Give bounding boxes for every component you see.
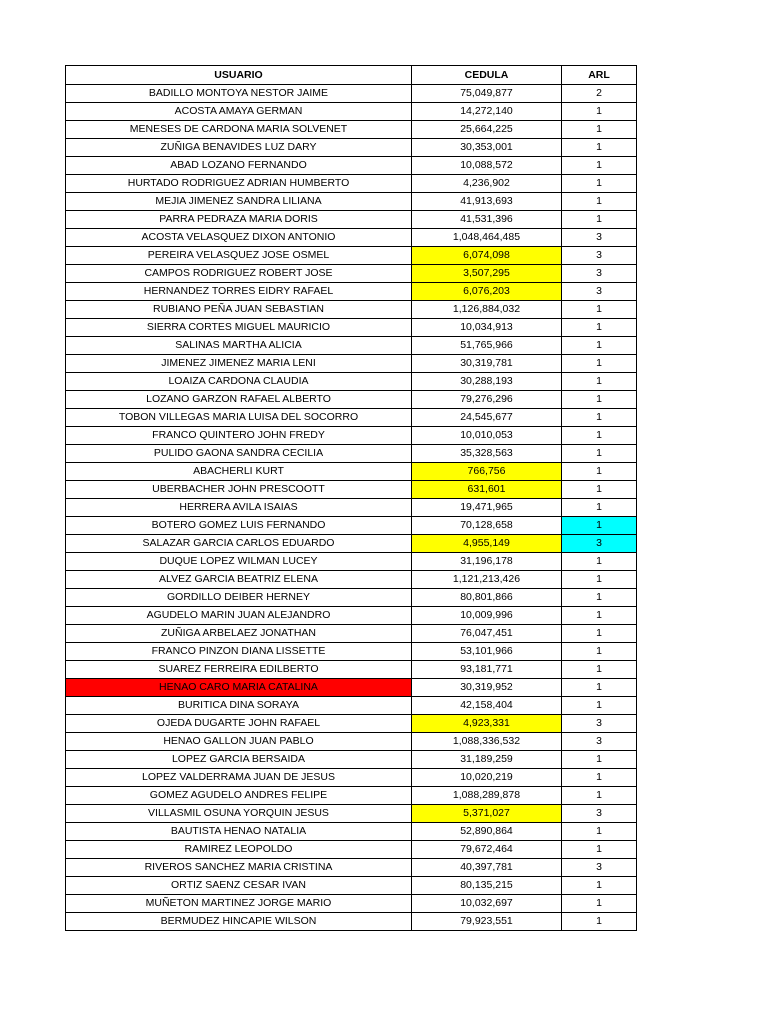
table-row [66, 481, 637, 499]
table-row [66, 751, 637, 769]
cell-arl: 1 [562, 445, 637, 463]
table-header [66, 66, 637, 85]
cell-usuario: HURTADO RODRIGUEZ ADRIAN HUMBERTO [66, 175, 412, 193]
table-row [66, 571, 637, 589]
cell-cedula: 30,319,781 [412, 355, 562, 373]
cell-arl: 1 [562, 823, 637, 841]
cell-arl: 1 [562, 571, 637, 589]
cell-arl: 1 [562, 355, 637, 373]
cell-cedula: 35,328,563 [412, 445, 562, 463]
cell-arl: 1 [562, 301, 637, 319]
cell-arl: 1 [562, 643, 637, 661]
table-body [66, 85, 637, 931]
cell-cedula: 25,664,225 [412, 121, 562, 139]
table-row [66, 229, 637, 247]
cell-cedula: 30,319,952 [412, 679, 562, 697]
cell-usuario: ABACHERLI KURT [66, 463, 412, 481]
cell-cedula: 79,923,551 [412, 913, 562, 931]
table-row [66, 103, 637, 121]
cell-usuario: VILLASMIL OSUNA YORQUIN JESUS [66, 805, 412, 823]
cell-arl: 1 [562, 481, 637, 499]
table-row [66, 625, 637, 643]
cell-cedula: 4,923,331 [412, 715, 562, 733]
cell-usuario: BADILLO MONTOYA NESTOR JAIME [66, 85, 412, 103]
cell-arl: 1 [562, 913, 637, 931]
cell-arl: 1 [562, 841, 637, 859]
header-cedula: CEDULA [412, 66, 562, 85]
cell-cedula: 41,913,693 [412, 193, 562, 211]
cell-cedula: 30,353,001 [412, 139, 562, 157]
cell-usuario: UBERBACHER JOHN PRESCOOTT [66, 481, 412, 499]
cell-arl: 1 [562, 787, 637, 805]
table-row [66, 895, 637, 913]
cell-cedula: 79,276,296 [412, 391, 562, 409]
header-row [66, 66, 637, 85]
table-row [66, 805, 637, 823]
table-row [66, 175, 637, 193]
cell-arl: 3 [562, 805, 637, 823]
cell-arl: 1 [562, 427, 637, 445]
cell-usuario: SALINAS MARTHA ALICIA [66, 337, 412, 355]
cell-usuario: RAMIREZ LEOPOLDO [66, 841, 412, 859]
cell-usuario: PEREIRA VELASQUEZ JOSE OSMEL [66, 247, 412, 265]
cell-usuario: BURITICA DINA SORAYA [66, 697, 412, 715]
cell-usuario: RIVEROS SANCHEZ MARIA CRISTINA [66, 859, 412, 877]
cell-cedula: 75,049,877 [412, 85, 562, 103]
cell-cedula: 766,756 [412, 463, 562, 481]
cell-arl: 1 [562, 679, 637, 697]
cell-cedula: 3,507,295 [412, 265, 562, 283]
cell-cedula: 10,010,053 [412, 427, 562, 445]
table-row [66, 247, 637, 265]
cell-arl: 1 [562, 769, 637, 787]
cell-arl: 1 [562, 121, 637, 139]
cell-usuario: RUBIANO PEÑA JUAN SEBASTIAN [66, 301, 412, 319]
table-row [66, 661, 637, 679]
cell-usuario: BERMUDEZ HINCAPIE WILSON [66, 913, 412, 931]
cell-usuario: HENAO GALLON JUAN PABLO [66, 733, 412, 751]
header-usuario: USUARIO [66, 66, 412, 85]
cell-usuario: LOZANO GARZON RAFAEL ALBERTO [66, 391, 412, 409]
cell-usuario: SALAZAR GARCIA CARLOS EDUARDO [66, 535, 412, 553]
cell-usuario: HERNANDEZ TORRES EIDRY RAFAEL [66, 283, 412, 301]
cell-arl: 1 [562, 553, 637, 571]
cell-cedula: 10,088,572 [412, 157, 562, 175]
cell-arl: 1 [562, 373, 637, 391]
table-row [66, 769, 637, 787]
cell-arl: 1 [562, 895, 637, 913]
cell-cedula: 5,371,027 [412, 805, 562, 823]
cell-arl: 1 [562, 391, 637, 409]
cell-usuario: BAUTISTA HENAO NATALIA [66, 823, 412, 841]
cell-cedula: 19,471,965 [412, 499, 562, 517]
cell-usuario: MEJIA JIMENEZ SANDRA LILIANA [66, 193, 412, 211]
table-row [66, 463, 637, 481]
table-row [66, 355, 637, 373]
table-row [66, 499, 637, 517]
cell-cedula: 93,181,771 [412, 661, 562, 679]
cell-usuario: JIMENEZ JIMENEZ MARIA LENI [66, 355, 412, 373]
cell-cedula: 31,196,178 [412, 553, 562, 571]
cell-usuario: FRANCO QUINTERO JOHN FREDY [66, 427, 412, 445]
table-row [66, 121, 637, 139]
table-row [66, 913, 637, 931]
table-row [66, 193, 637, 211]
cell-usuario: AGUDELO MARIN JUAN ALEJANDRO [66, 607, 412, 625]
cell-usuario: OJEDA DUGARTE JOHN RAFAEL [66, 715, 412, 733]
table-row [66, 859, 637, 877]
cell-cedula: 1,048,464,485 [412, 229, 562, 247]
cell-arl: 1 [562, 589, 637, 607]
cell-arl: 1 [562, 877, 637, 895]
header-arl: ARL [562, 66, 637, 85]
table-row [66, 553, 637, 571]
table-row [66, 283, 637, 301]
cell-arl: 3 [562, 265, 637, 283]
cell-usuario: CAMPOS RODRIGUEZ ROBERT JOSE [66, 265, 412, 283]
cell-arl: 3 [562, 715, 637, 733]
table-row [66, 85, 637, 103]
users-table [65, 65, 637, 931]
cell-usuario: FRANCO PINZON DIANA LISSETTE [66, 643, 412, 661]
table-row [66, 589, 637, 607]
table-row [66, 427, 637, 445]
cell-cedula: 41,531,396 [412, 211, 562, 229]
cell-cedula: 79,672,464 [412, 841, 562, 859]
cell-cedula: 51,765,966 [412, 337, 562, 355]
cell-cedula: 70,128,658 [412, 517, 562, 535]
cell-cedula: 40,397,781 [412, 859, 562, 877]
cell-cedula: 6,076,203 [412, 283, 562, 301]
table-row [66, 679, 637, 697]
table-row [66, 391, 637, 409]
cell-usuario: GOMEZ AGUDELO ANDRES FELIPE [66, 787, 412, 805]
cell-arl: 1 [562, 607, 637, 625]
table-row [66, 157, 637, 175]
table-row [66, 841, 637, 859]
cell-arl: 1 [562, 697, 637, 715]
cell-arl: 1 [562, 193, 637, 211]
cell-usuario: HENAO CARO MARIA CATALINA [66, 679, 412, 697]
cell-arl: 1 [562, 517, 637, 535]
cell-arl: 3 [562, 859, 637, 877]
cell-cedula: 1,088,336,532 [412, 733, 562, 751]
cell-arl: 1 [562, 319, 637, 337]
table-row [66, 787, 637, 805]
table-row [66, 319, 637, 337]
cell-usuario: LOPEZ GARCIA BERSAIDA [66, 751, 412, 769]
cell-usuario: ACOSTA AMAYA GERMAN [66, 103, 412, 121]
table-row [66, 643, 637, 661]
cell-usuario: ACOSTA VELASQUEZ DIXON ANTONIO [66, 229, 412, 247]
table-row [66, 445, 637, 463]
cell-usuario: MENESES DE CARDONA MARIA SOLVENET [66, 121, 412, 139]
cell-usuario: ALVEZ GARCIA BEATRIZ ELENA [66, 571, 412, 589]
cell-cedula: 42,158,404 [412, 697, 562, 715]
table-row [66, 139, 637, 157]
cell-usuario: DUQUE LOPEZ WILMAN LUCEY [66, 553, 412, 571]
cell-usuario: MUÑETON MARTINEZ JORGE MARIO [66, 895, 412, 913]
cell-cedula: 10,034,913 [412, 319, 562, 337]
table-row [66, 265, 637, 283]
cell-cedula: 1,126,884,032 [412, 301, 562, 319]
table-row [66, 517, 637, 535]
cell-usuario: SUAREZ FERREIRA EDILBERTO [66, 661, 412, 679]
cell-usuario: TOBON VILLEGAS MARIA LUISA DEL SOCORRO [66, 409, 412, 427]
cell-arl: 1 [562, 499, 637, 517]
cell-arl: 1 [562, 139, 637, 157]
cell-usuario: GORDILLO DEIBER HERNEY [66, 589, 412, 607]
table-row [66, 733, 637, 751]
cell-arl: 3 [562, 229, 637, 247]
cell-cedula: 80,801,866 [412, 589, 562, 607]
table-row [66, 697, 637, 715]
cell-arl: 3 [562, 283, 637, 301]
cell-arl: 1 [562, 751, 637, 769]
cell-cedula: 52,890,864 [412, 823, 562, 841]
cell-cedula: 80,135,215 [412, 877, 562, 895]
cell-usuario: BOTERO GOMEZ LUIS FERNANDO [66, 517, 412, 535]
cell-arl: 1 [562, 211, 637, 229]
cell-cedula: 24,545,677 [412, 409, 562, 427]
cell-arl: 3 [562, 247, 637, 265]
table-row [66, 823, 637, 841]
cell-usuario: ABAD LOZANO FERNANDO [66, 157, 412, 175]
cell-cedula: 4,955,149 [412, 535, 562, 553]
cell-cedula: 1,121,213,426 [412, 571, 562, 589]
table-row [66, 535, 637, 553]
cell-cedula: 10,020,219 [412, 769, 562, 787]
cell-cedula: 10,032,697 [412, 895, 562, 913]
cell-cedula: 4,236,902 [412, 175, 562, 193]
cell-usuario: HERRERA AVILA ISAIAS [66, 499, 412, 517]
cell-arl: 1 [562, 625, 637, 643]
cell-usuario: ZUÑIGA ARBELAEZ JONATHAN [66, 625, 412, 643]
table-row [66, 607, 637, 625]
table-row [66, 409, 637, 427]
cell-usuario: SIERRA CORTES MIGUEL MAURICIO [66, 319, 412, 337]
cell-arl: 2 [562, 85, 637, 103]
cell-usuario: PULIDO GAONA SANDRA CECILIA [66, 445, 412, 463]
cell-arl: 1 [562, 175, 637, 193]
cell-cedula: 76,047,451 [412, 625, 562, 643]
cell-arl: 3 [562, 733, 637, 751]
table-row [66, 373, 637, 391]
cell-cedula: 31,189,259 [412, 751, 562, 769]
table-row [66, 877, 637, 895]
cell-cedula: 14,272,140 [412, 103, 562, 121]
table-row [66, 337, 637, 355]
cell-cedula: 631,601 [412, 481, 562, 499]
cell-arl: 3 [562, 535, 637, 553]
table-row [66, 301, 637, 319]
cell-arl: 1 [562, 463, 637, 481]
cell-usuario: ZUÑIGA BENAVIDES LUZ DARY [66, 139, 412, 157]
cell-arl: 1 [562, 409, 637, 427]
cell-usuario: PARRA PEDRAZA MARIA DORIS [66, 211, 412, 229]
cell-usuario: LOPEZ VALDERRAMA JUAN DE JESUS [66, 769, 412, 787]
cell-arl: 1 [562, 337, 637, 355]
cell-usuario: ORTIZ SAENZ CESAR IVAN [66, 877, 412, 895]
cell-cedula: 53,101,966 [412, 643, 562, 661]
cell-usuario: LOAIZA CARDONA CLAUDIA [66, 373, 412, 391]
cell-arl: 1 [562, 103, 637, 121]
cell-cedula: 30,288,193 [412, 373, 562, 391]
cell-cedula: 6,074,098 [412, 247, 562, 265]
cell-cedula: 10,009,996 [412, 607, 562, 625]
table-row [66, 211, 637, 229]
cell-arl: 1 [562, 661, 637, 679]
cell-cedula: 1,088,289,878 [412, 787, 562, 805]
table-row [66, 715, 637, 733]
cell-arl: 1 [562, 157, 637, 175]
